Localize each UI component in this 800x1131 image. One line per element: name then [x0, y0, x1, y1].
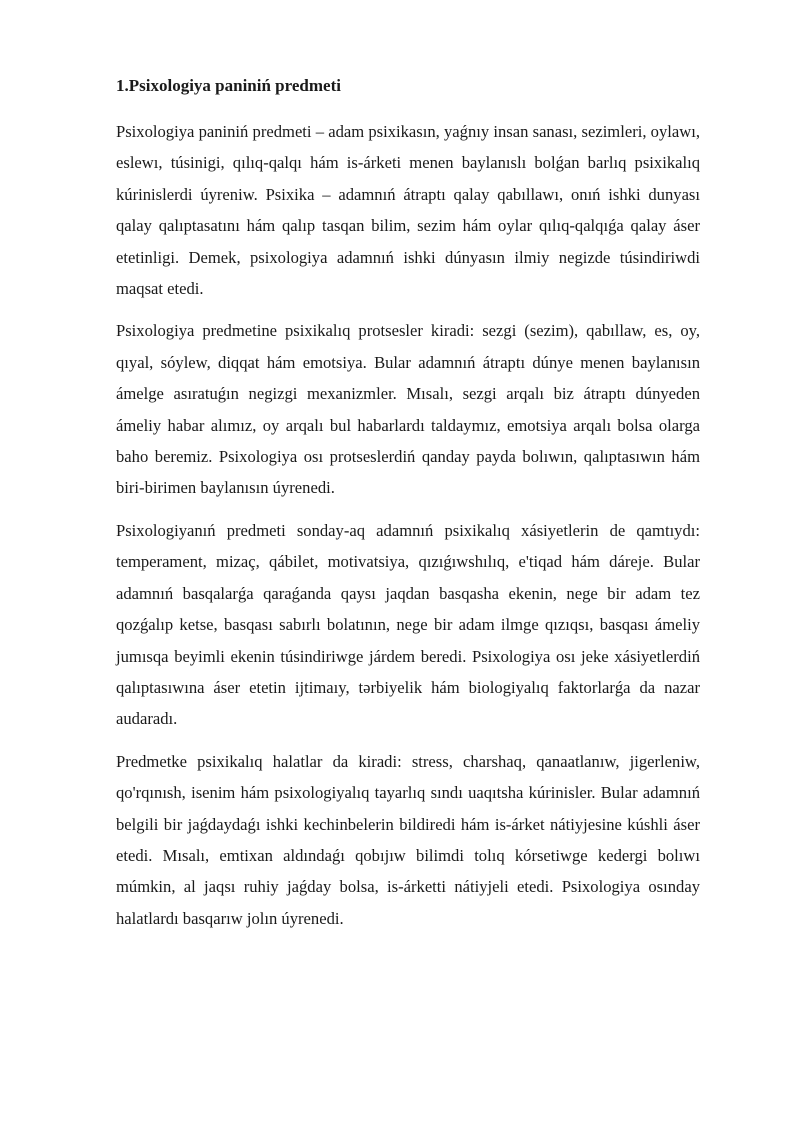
paragraph-psychic-processes: Psixologiya predmetine psixikalıq protsesler kiradi: sezgi (sezim), qabıllaw, es, oy, qıyal, sóylew, diqqat hám emotsiya. Bular adamnıń átraptı dúnye menen baylanısın ámelge asıratuǵın negizgi mexanizmler. Mısalı, sezgi arqalı biz átraptı dúnyeden ámeliy habar alımız, oy arqalı bul habarlardı taldaymız, emotsiya arqalı bolsa olarga baho beremiz. Psixologiya osı protseslerdiń qanday payda bolıwın, qalıptasıwın hám biri-birimen baylanısın úyrenedi. — [116, 321, 700, 498]
paragraph-subject-definition: Psixologiya paniniń predmeti – adam psixikasın, yaǵnıy insan sanası, sezimleri, oylawı, eslewı, túsinigi, qılıq-qalqı hám is-árketi menen baylanıslı bolǵan barlıq psixikalıq kúrinislerdi úyreniw. Psixika – adamnıń átraptı qalay qabıllawı, onıń ishki dunyası qalay qalıptasatını hám qalıp tasqan bilim, sezim hám oylar qılıq-qalqıǵa qalay áser etetinligi. Demek, psixologiya adamnıń ishki dúnyasın ilmiy negizde túsindiriwdi maqsat etedi. — [116, 122, 700, 299]
section-heading: 1.Psixologiya paniniń predmeti — [116, 76, 341, 95]
paragraph-psychic-states: Predmetke psixikalıq halatlar da kiradi: stress, charshaq, qanaatlanıw, jigerleniw, qo'rqınısh, isenim hám psixologiyalıq tayarlıq sındı uaqıtsha kúrinisler. Bular adamnıń belgili bir jaǵdaydaǵı ishki kechinbelerin bildiredi hám is-árket nátiyjesine kúshli áser etedi. Mısalı, emtixan aldındaǵı qobıjıw bilimdi tolıq kórsetiwge kedergi bolıwı múmkin, al jaqsı ruhiy jaǵday bolsa, is-árketti nátiyjeli etedi. Psixologiya osınday halatlardı basqarıw jolın úyrenedi. — [116, 751, 700, 928]
paragraph-psychic-traits: Psixologiyanıń predmeti sonday-aq adamnıń psixikalıq xásiyetlerin de qamtıydı: temperament, mizaç, qábilet, motivatsiya, qızıǵıwshılıq, e'tiqad hám dáreje. Bular adamnıń basqalarǵa qaraǵanda qaysı jaqdan basqasha ekenin, nege bir adam tez qozǵalıp ketse, basqası sabırlı bolatının, nege bir adam ilmge qızıqsı, basqası ámeliy jumısqa beyimli ekenin túsindiriwge járdem beredi. Psixologiya osı jeke xásiyetlerdiń qalıptasıwına áser etetin ijtimaıy, tərbiyelik hám biologiyalıq faktorlarǵa da nazar audaradı. — [116, 520, 700, 729]
